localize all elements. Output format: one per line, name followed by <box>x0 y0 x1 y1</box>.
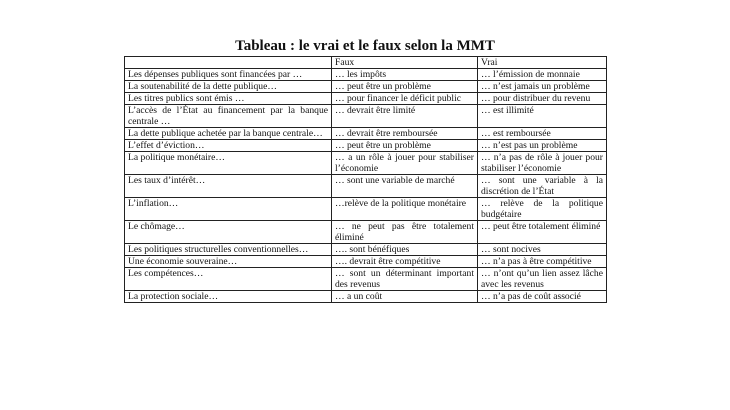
row-subject: La dette publique achetée par la banque centrale… <box>125 128 332 140</box>
row-vrai: … sont nocives <box>478 244 607 256</box>
table-header-row <box>125 57 607 69</box>
table-row <box>125 93 607 105</box>
row-faux: … a un coût <box>332 291 478 303</box>
row-subject: La politique monétaire… <box>125 152 332 175</box>
row-subject: Les politiques structurelles conventionnelles… <box>125 244 332 256</box>
mmt-comparison-table <box>124 56 607 303</box>
row-subject: La protection sociale… <box>125 291 332 303</box>
table-row <box>125 268 607 291</box>
header-vrai: Vrai <box>478 57 607 69</box>
row-vrai: … n’a pas de coût associé <box>478 291 607 303</box>
table-row <box>125 105 607 128</box>
table-row <box>125 291 607 303</box>
row-vrai: … n’ont qu’un lien assez lâche avec les revenus <box>478 268 607 291</box>
row-vrai: … est remboursée <box>478 128 607 140</box>
table-row <box>125 175 607 198</box>
header-empty <box>125 57 332 69</box>
row-subject: Les taux d’intérêt… <box>125 175 332 198</box>
row-vrai: … n’est jamais un problème <box>478 81 607 93</box>
row-subject: Les compétences… <box>125 268 332 291</box>
row-vrai: … n’a pas à être compétitive <box>478 256 607 268</box>
row-faux: …. devrait être compétitive <box>332 256 478 268</box>
row-vrai: … relève de la politique budgétaire <box>478 198 607 221</box>
row-faux: … sont un déterminant important des revenus <box>332 268 478 291</box>
table-row <box>125 198 607 221</box>
row-faux: … sont une variable de marché <box>332 175 478 198</box>
row-faux: …. sont bénéfiques <box>332 244 478 256</box>
row-vrai: … est illimité <box>478 105 607 128</box>
row-vrai: … n’a pas de rôle à jouer pour stabiliser l’économie <box>478 152 607 175</box>
table-row <box>125 244 607 256</box>
row-vrai: … sont une variable à la discrétion de l’État <box>478 175 607 198</box>
row-subject: Une économie souveraine… <box>125 256 332 268</box>
row-faux: … peut être un problème <box>332 140 478 152</box>
row-faux: … ne peut pas être totalement éliminé <box>332 221 478 244</box>
row-faux: … devrait être remboursée <box>332 128 478 140</box>
row-faux: … pour financer le déficit public <box>332 93 478 105</box>
row-vrai: … n’est pas un problème <box>478 140 607 152</box>
table-row <box>125 81 607 93</box>
table-row <box>125 256 607 268</box>
row-subject: L’accès de l’État au financement par la banque centrale … <box>125 105 332 128</box>
table-row <box>125 152 607 175</box>
row-faux: … les impôts <box>332 69 478 81</box>
row-subject: Les dépenses publiques sont financées par … <box>125 69 332 81</box>
row-vrai: … l’émission de monnaie <box>478 69 607 81</box>
row-subject: L’inflation… <box>125 198 332 221</box>
row-subject: L’effet d’éviction… <box>125 140 332 152</box>
table-row <box>125 128 607 140</box>
table-row <box>125 221 607 244</box>
row-vrai: … pour distribuer du revenu <box>478 93 607 105</box>
table-row <box>125 69 607 81</box>
row-subject: La soutenabilité de la dette publique… <box>125 81 332 93</box>
row-faux: … a un rôle à jouer pour stabiliser l’économie <box>332 152 478 175</box>
table-row <box>125 140 607 152</box>
row-subject: Les titres publics sont émis … <box>125 93 332 105</box>
row-subject: Le chômage… <box>125 221 332 244</box>
header-faux: Faux <box>332 57 478 69</box>
row-vrai: … peut être totalement éliminé <box>478 221 607 244</box>
row-faux: …relève de la politique monétaire <box>332 198 478 221</box>
table-title: Tableau : le vrai et le faux selon la MMT <box>235 38 495 54</box>
row-faux: … peut être un problème <box>332 81 478 93</box>
row-faux: … devrait être limité <box>332 105 478 128</box>
